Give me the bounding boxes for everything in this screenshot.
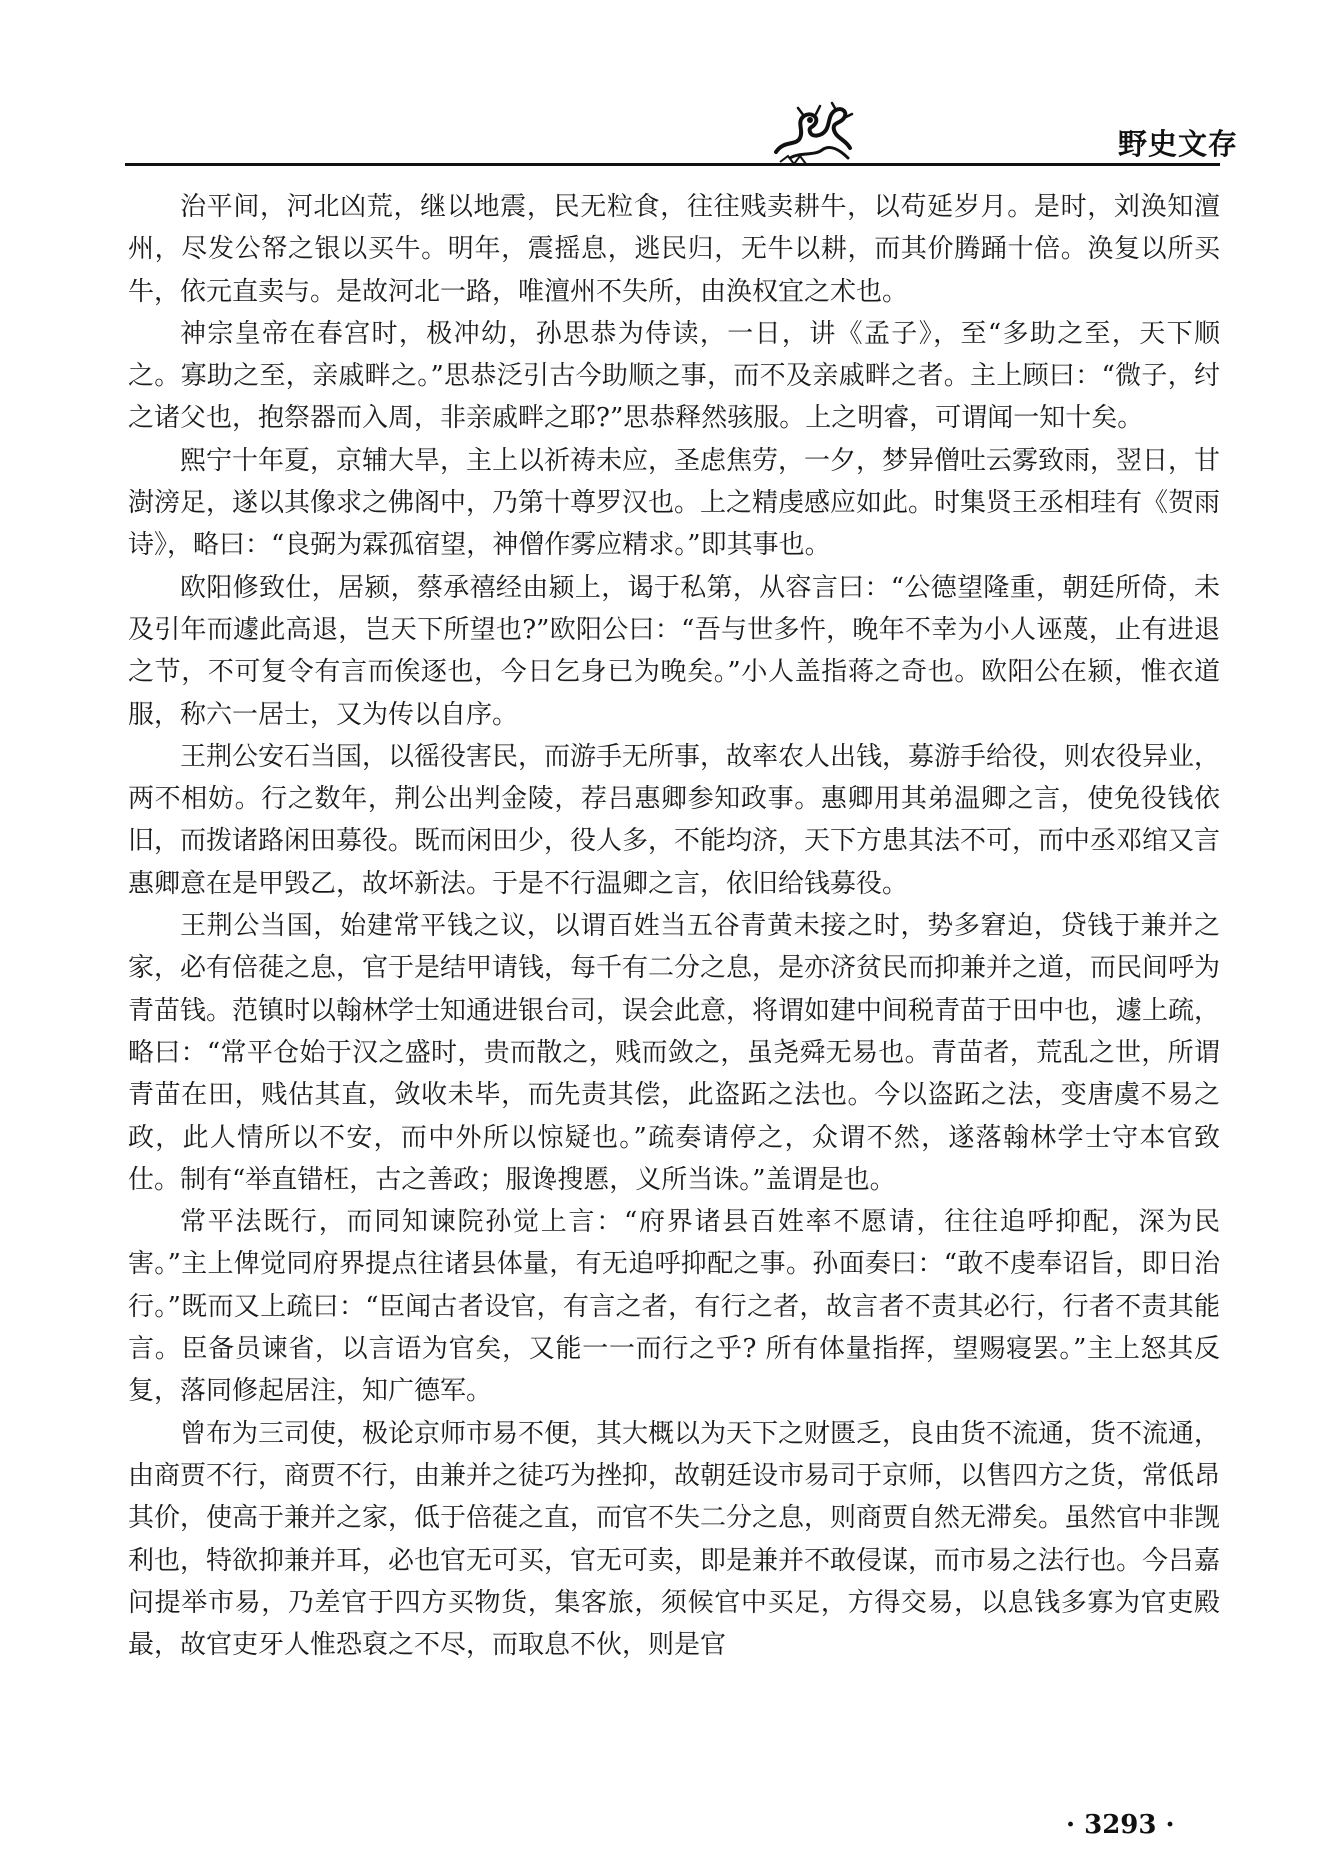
paragraph: 王荆公当国，始建常平钱之议，以谓百姓当五谷青黄未接之时，势多窘迫，贷钱于兼并之家，必有倍蓰之息，官于是结甲请钱，每千有二分之息，是亦济贫民而抑兼并之道，而民间呼为青苗钱。范镇时以翰林学士知通进银台司，误会此意，将谓如建中间税青苗于田中也，遽上疏，略曰：“常平仓始于汉之盛时，贵而散之，贱而敛之，虽尧舜无易也。青苗者，荒乱之世，所谓青苗在田，贱估其直，敛收未毕，而先责其偿，此盗跖之法也。今以盗跖之法，变唐虞不易之政，此人情所以不安，而中外所以惊疑也。”疏奏请停之，众谓不然，遂落翰林学士守本官致仕。制有“举直错枉，古之善政；服谗搜慝，义所当诛。”盖谓是也。 — [128, 911, 1221, 1195]
page-number: · 3293 · — [1066, 1810, 1175, 1840]
paragraph: 曾布为三司使，极论京师市易不便，其大概以为天下之财匮乏，良由货不流通，货不流通，由商贾不行，商贾不行，由兼并之徒巧为挫抑，故朝廷设市易司于京师，以售四方之货，常低昂其价，使高于兼并之家，低于倍蓰之直，而官不失二分之息，则商贾自然无滞矣。虽然官中非觊利也，特欲抑兼并耳，必也官无可买，官无可卖，即是兼并不敢侵谋，而市易之法行也。今吕嘉问提举市易，乃差官于四方买物货，集客旅，须候官中买足，方得交易，以息钱多寡为官吏殿最，故官吏牙人惟恐裒之不尽，而取息不伙，则是官 — [128, 1418, 1221, 1661]
paragraph: 神宗皇帝在春宫时，极冲幼，孙思恭为侍读，一日，讲《孟子》，至“多助之至，天下顺之。寡助之至，亲戚畔之。”思恭泛引古今助顺之事，而不及亲戚畔之者。主上顾曰：“微子，纣之诸父也，抱祭器而入周，非亲戚畔之耶?”思恭释然骇服。上之明睿，可谓闻一知十矣。 — [128, 318, 1220, 434]
body-text — [128, 186, 1220, 1666]
paragraph: 欧阳修致仕，居颍，蔡承禧经由颍上，谒于私第，从容言曰：“公德望隆重，朝廷所倚，未及引年而遽此高退，岂天下所望也?”欧阳公曰：“吾与世多忤，晚年不幸为小人诬蔑，止有进退之节，不可复令有言而俟逐也，今日乞身已为晚矣。”小人盖指蒋之奇也。欧阳公在颍，惟衣道服，称六一居士，又为传以自序。 — [128, 572, 1220, 730]
paragraph: 常平法既行，而同知谏院孙觉上言：“府界诸县百姓率不愿请，往往追呼抑配，深为民害。”主上俾觉同府界提点往诸县体量，有无追呼抑配之事。孙面奏曰：“敢不虔奉诏旨，即日治行。”既而又上疏曰：“臣闻古者设官，有言之者，有行之者，故言者不责其必行，行者不责其能言。臣备员谏省，以言语为官矣，又能一一而行之乎? 所有体量指挥，望赐寝罢。”主上怒其反复，落同修起居注，知广德军。 — [128, 1207, 1220, 1407]
paragraph: 熙宁十年夏，京辅大旱，主上以祈祷未应，圣虑焦劳，一夕，梦异僧吐云雾致雨，翌日，甘澍滂足，遂以其像求之佛阁中，乃第十尊罗汉也。上之精虔感应如此。时集贤王丞相珪有《贺雨诗》，略曰：“良弼为霖孤宿望，神僧作雾应精求。”即其事也。 — [128, 445, 1221, 561]
series-title: 野史文存 — [1118, 127, 1239, 161]
page-header — [0, 0, 1322, 170]
paragraph: 王荆公安石当国，以徭役害民，而游手无所事，故率农人出钱，募游手给役，则农役异业，两不相妨。行之数年，荆公出判金陵，荐吕惠卿参知政事。惠卿用其弟温卿之言，使免役钱依旧，而拨诸路闲田募役。既而闲田少，役人多，不能均济，天下方患其法不可，而中丞邓绾又言惠卿意在是甲毁乙，故坏新法。于是不行温卿之言，依旧给钱募役。 — [128, 741, 1221, 899]
dragon-emblem-icon — [770, 100, 856, 170]
header-rule — [125, 163, 1220, 166]
paragraph: 治平间，河北凶荒，继以地震，民无粒食，往往贱卖耕牛，以苟延岁月。是时，刘涣知澶州，尽发公帑之银以买牛。明年，震摇息，逃民归，无牛以耕，而其价腾踊十倍。涣复以所买牛，依元直卖与。是故河北一路，唯澶州不失所，由涣权宜之术也。 — [128, 192, 1220, 307]
